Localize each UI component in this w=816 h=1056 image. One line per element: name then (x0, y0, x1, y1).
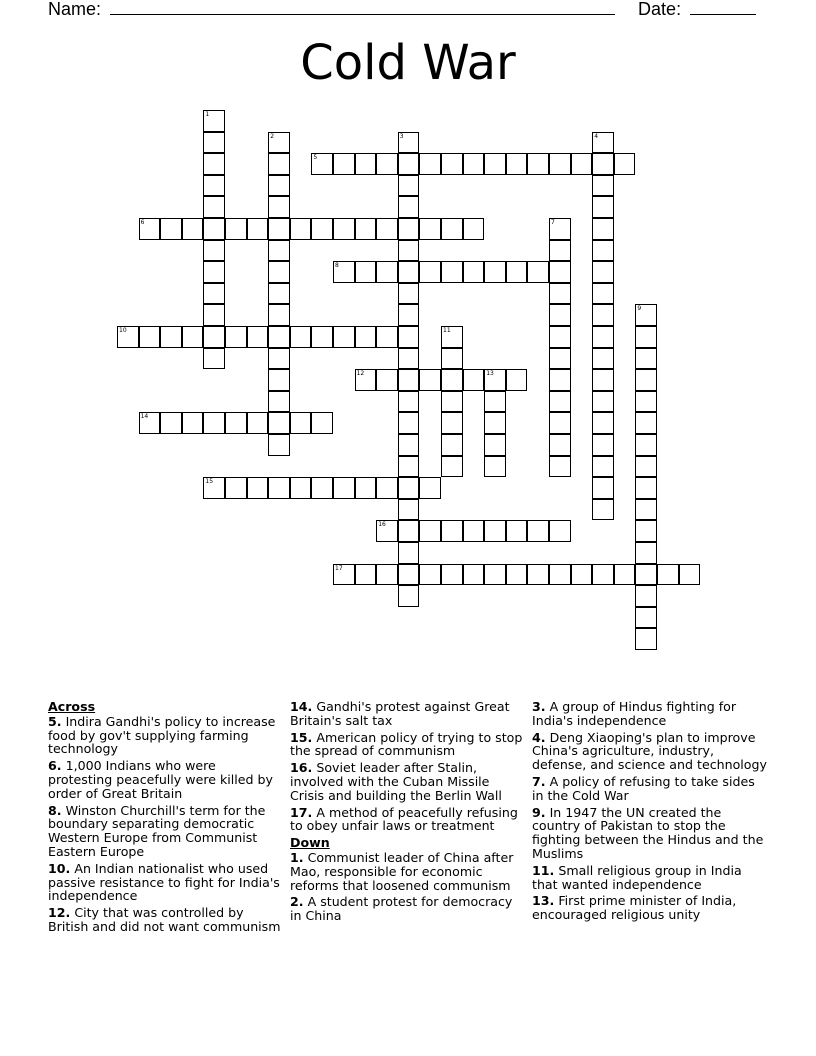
grid-cell[interactable] (441, 391, 463, 413)
grid-cell[interactable] (268, 196, 290, 218)
clue-across-14: 14. Gandhi's protest against Great Britain's salt tax (290, 699, 510, 728)
grid-cell[interactable] (549, 153, 571, 175)
grid-cell[interactable] (290, 218, 312, 240)
clue-number-12: 12 (356, 370, 365, 378)
grid-cell[interactable] (463, 564, 485, 586)
grid-cell[interactable] (355, 326, 377, 348)
grid-cell[interactable] (592, 175, 614, 197)
grid-cell[interactable] (419, 153, 441, 175)
grid-cell[interactable] (592, 391, 614, 413)
grid-cell[interactable] (268, 412, 290, 434)
clue-number-15: 15 (205, 478, 214, 486)
grid-cell[interactable] (355, 477, 377, 499)
grid-cell[interactable] (527, 261, 549, 283)
clue-across-5: 5. Indira Gandhi's policy to increase food by gov't supplying farming technology (48, 713, 276, 757)
grid-cell[interactable] (355, 218, 377, 240)
grid-cell[interactable] (398, 434, 420, 456)
grid-cell[interactable] (506, 369, 528, 391)
clue-number-7: 7 (551, 219, 555, 226)
grid-cell[interactable] (592, 153, 614, 175)
grid-cell[interactable] (247, 326, 269, 348)
grid-cell[interactable] (441, 412, 463, 434)
clue-column-3 (532, 700, 770, 925)
grid-cell[interactable] (592, 477, 614, 499)
grid-cell[interactable] (290, 326, 312, 348)
grid-cell[interactable] (549, 434, 571, 456)
grid-cell[interactable] (441, 348, 463, 370)
grid-cell[interactable] (203, 412, 225, 434)
clue-number-1: 1 (205, 111, 210, 118)
grid-cell[interactable] (376, 218, 398, 240)
grid-cell[interactable] (182, 412, 204, 434)
grid-cell[interactable] (268, 218, 290, 240)
grid-cell[interactable] (398, 240, 420, 262)
grid-cell[interactable] (398, 283, 420, 305)
grid-cell[interactable] (592, 304, 614, 326)
grid-cell[interactable] (484, 564, 506, 586)
clue-number-11: 11 (443, 327, 451, 334)
grid-cell[interactable] (614, 153, 636, 175)
grid-cell[interactable] (398, 348, 420, 370)
grid-cell[interactable] (419, 218, 441, 240)
grid-cell[interactable] (527, 520, 549, 542)
grid-cell[interactable] (549, 261, 571, 283)
grid-cell[interactable] (592, 564, 614, 586)
grid-cell[interactable] (203, 175, 225, 197)
grid-cell[interactable] (398, 175, 420, 197)
grid-cell[interactable] (527, 564, 549, 586)
grid-cell[interactable] (290, 477, 312, 499)
grid-cell[interactable] (225, 218, 247, 240)
clue-number-17: 17 (335, 564, 343, 572)
grid-cell[interactable] (635, 348, 657, 370)
grid-cell[interactable] (635, 369, 657, 391)
grid-cell[interactable] (398, 153, 420, 175)
grid-cell[interactable] (441, 434, 463, 456)
grid-cell[interactable] (592, 218, 614, 240)
grid-cell[interactable] (614, 564, 636, 586)
grid-cell[interactable] (571, 153, 593, 175)
grid-cell[interactable] (247, 412, 269, 434)
grid-cell[interactable] (463, 218, 485, 240)
grid-cell[interactable] (549, 369, 571, 391)
clue-number-13: 13 (486, 370, 494, 378)
grid-cell[interactable] (592, 348, 614, 370)
grid-cell[interactable] (333, 153, 355, 175)
clue-down-11: 11. Small religious group in India that wanted independence (532, 862, 742, 892)
grid-cell[interactable] (398, 564, 420, 586)
across-heading: Across (48, 699, 96, 714)
grid-cell[interactable] (635, 542, 657, 564)
grid-cell[interactable] (549, 564, 571, 586)
grid-cell[interactable] (635, 564, 657, 586)
clue-number-2: 2 (270, 132, 275, 140)
grid-cell[interactable] (419, 477, 441, 499)
grid-cell[interactable] (203, 218, 225, 240)
grid-cell[interactable] (311, 477, 333, 499)
name-label: Name: (48, 0, 102, 19)
grid-cell[interactable] (441, 369, 463, 391)
clue-number-10: 10 (119, 327, 127, 334)
grid-cell[interactable] (549, 304, 571, 326)
grid-cell[interactable] (225, 477, 247, 499)
grid-cell[interactable] (441, 520, 463, 542)
grid-cell[interactable] (419, 261, 441, 283)
grid-cell[interactable] (182, 326, 204, 348)
grid-cell[interactable] (635, 456, 657, 478)
grid-cell[interactable] (398, 412, 420, 434)
grid-cell[interactable] (463, 261, 485, 283)
grid-cell[interactable] (268, 261, 290, 283)
grid-cell[interactable] (419, 564, 441, 586)
grid-cell[interactable] (592, 261, 614, 283)
clue-column-2 (290, 700, 525, 926)
grid-cell[interactable] (203, 153, 225, 175)
grid-cell[interactable] (635, 326, 657, 348)
grid-cell[interactable] (506, 564, 528, 586)
grid-cell[interactable] (247, 477, 269, 499)
grid-cell[interactable] (398, 326, 420, 348)
clue-number-14: 14 (140, 413, 149, 421)
grid-cell[interactable] (333, 218, 355, 240)
grid-cell[interactable] (160, 218, 182, 240)
clue-down-3: 3. A group of Hindus fighting for India's independence (532, 699, 737, 728)
grid-cell[interactable] (376, 326, 398, 348)
grid-cell[interactable] (592, 326, 614, 348)
clue-number-6: 6 (140, 219, 145, 226)
grid-cell[interactable] (398, 456, 420, 478)
grid-cell[interactable] (268, 477, 290, 499)
grid-cell[interactable] (571, 564, 593, 586)
grid-cell[interactable] (549, 283, 571, 305)
clue-down-9: 9. In 1947 the UN created the country of Pakistan to stop the fighting between the Hindus and the Muslims (532, 804, 764, 861)
grid-cell[interactable] (592, 369, 614, 391)
grid-cell[interactable] (333, 477, 355, 499)
grid-cell[interactable] (290, 412, 312, 434)
grid-cell[interactable] (441, 218, 463, 240)
grid-cell[interactable] (463, 520, 485, 542)
grid-cell[interactable] (635, 477, 657, 499)
grid-cell[interactable] (398, 391, 420, 413)
clue-across-10: 10. An Indian nationalist who used passive resistance to fight for India's independence (48, 860, 280, 904)
grid-cell[interactable] (635, 607, 657, 629)
page-title: Cold War (300, 35, 516, 91)
grid-cell[interactable] (592, 240, 614, 262)
grid-cell[interactable] (398, 369, 420, 391)
grid-cell[interactable] (203, 304, 225, 326)
grid-cell[interactable] (376, 369, 398, 391)
grid-cell[interactable] (635, 585, 657, 607)
grid-cell[interactable] (268, 283, 290, 305)
grid-cell[interactable] (549, 456, 571, 478)
clue-across-6: 6. 1,000 Indians who were protesting peacefully were killed by order of Great Britain (48, 758, 273, 801)
grid-cell[interactable] (398, 499, 420, 521)
grid-cell[interactable] (549, 520, 571, 542)
grid-cell[interactable] (592, 283, 614, 305)
grid-cell[interactable] (549, 348, 571, 370)
grid-cell[interactable] (635, 391, 657, 413)
grid-cell[interactable] (549, 391, 571, 413)
grid-cell[interactable] (139, 326, 161, 348)
clue-number-5: 5 (313, 154, 318, 162)
clue-across-15: 15. American policy of trying to stop the spread of communism (290, 729, 523, 759)
clue-number-9: 9 (637, 305, 642, 313)
clue-number-16: 16 (378, 521, 386, 529)
grid-cell[interactable] (635, 628, 657, 650)
grid-cell[interactable] (398, 542, 420, 564)
grid-cell[interactable] (441, 261, 463, 283)
grid-cell[interactable] (203, 261, 225, 283)
grid-cell[interactable] (592, 499, 614, 521)
grid-cell[interactable] (441, 564, 463, 586)
grid-cell[interactable] (484, 153, 506, 175)
grid-cell[interactable] (182, 218, 204, 240)
grid-cell[interactable] (484, 412, 506, 434)
grid-cell[interactable] (203, 283, 225, 305)
clue-across-16: 16. Soviet leader after Stalin, involved with the Cuban Missile Crisis and building the Berlin Wall (290, 760, 502, 803)
grid-cell[interactable] (635, 499, 657, 521)
grid-cell[interactable] (592, 196, 614, 218)
grid-cell[interactable] (355, 153, 377, 175)
grid-cell[interactable] (311, 412, 333, 434)
grid-cell[interactable] (463, 153, 485, 175)
grid-cell[interactable] (419, 369, 441, 391)
grid-cell[interactable] (506, 153, 528, 175)
grid-cell[interactable] (398, 218, 420, 240)
grid-cell[interactable] (376, 261, 398, 283)
grid-cell[interactable] (376, 477, 398, 499)
grid-cell[interactable] (398, 304, 420, 326)
grid-cell[interactable] (376, 564, 398, 586)
grid-cell[interactable] (506, 520, 528, 542)
grid-cell[interactable] (376, 153, 398, 175)
grid-cell[interactable] (355, 261, 377, 283)
grid-cell[interactable] (333, 326, 355, 348)
grid-cell[interactable] (268, 348, 290, 370)
grid-cell[interactable] (441, 153, 463, 175)
grid-cell[interactable] (268, 434, 290, 456)
grid-cell[interactable] (441, 456, 463, 478)
grid-cell[interactable] (203, 240, 225, 262)
date-label: Date: (638, 0, 682, 19)
grid-cell[interactable] (160, 412, 182, 434)
grid-cell[interactable] (268, 326, 290, 348)
grid-cell[interactable] (484, 520, 506, 542)
clue-down-1: 1. Communist leader of China after Mao, responsible for economic reforms that loosened communism (290, 849, 514, 893)
clue-across-17: 17. A method of peacefully refusing to obey unfair laws or treatment (290, 804, 518, 834)
grid-cell[interactable] (463, 369, 485, 391)
grid-cell[interactable] (311, 326, 333, 348)
clue-down-7: 7. A policy of refusing to take sides in the Cold War (532, 773, 755, 803)
grid-cell[interactable] (268, 369, 290, 391)
grid-cell[interactable] (657, 564, 679, 586)
grid-cell[interactable] (527, 153, 549, 175)
grid-cell[interactable] (398, 585, 420, 607)
grid-cell[interactable] (592, 412, 614, 434)
grid-cell[interactable] (549, 240, 571, 262)
grid-cell[interactable] (203, 132, 225, 154)
grid-cell[interactable] (203, 196, 225, 218)
grid-cell[interactable] (398, 477, 420, 499)
grid-cell[interactable] (268, 175, 290, 197)
grid-cell[interactable] (419, 520, 441, 542)
grid-cell[interactable] (679, 564, 701, 586)
grid-cell[interactable] (635, 520, 657, 542)
grid-cell[interactable] (592, 434, 614, 456)
grid-cell[interactable] (484, 456, 506, 478)
grid-cell[interactable] (311, 218, 333, 240)
clue-down-2: 2. A student protest for democracy in China (290, 894, 513, 924)
grid-cell[interactable] (203, 326, 225, 348)
grid-cell[interactable] (398, 196, 420, 218)
grid-cell[interactable] (268, 304, 290, 326)
grid-cell[interactable] (225, 412, 247, 434)
grid-cell[interactable] (268, 240, 290, 262)
grid-cell[interactable] (592, 456, 614, 478)
grid-cell[interactable] (484, 391, 506, 413)
grid-cell[interactable] (160, 326, 182, 348)
grid-cell[interactable] (398, 520, 420, 542)
grid-cell[interactable] (635, 412, 657, 434)
grid-cell[interactable] (268, 391, 290, 413)
down-heading: Down (290, 835, 330, 851)
clue-column-1 (48, 700, 283, 937)
clue-across-12: 12. City that was controlled by British and did not want communism (48, 905, 281, 934)
grid-cell[interactable] (549, 412, 571, 434)
grid-cell[interactable] (549, 326, 571, 348)
clue-down-4: 4. Deng Xiaoping's plan to improve China's agriculture, industry, defense, and science and technology (532, 729, 767, 773)
grid-cell[interactable] (268, 153, 290, 175)
grid-cell[interactable] (484, 261, 506, 283)
grid-cell[interactable] (398, 261, 420, 283)
grid-cell[interactable] (506, 261, 528, 283)
clue-number-3: 3 (399, 132, 404, 140)
clue-across-8: 8. Winston Churchill's term for the boundary separating democratic Western Europe from Communist Eastern Europe (48, 802, 266, 859)
clue-number-8: 8 (335, 262, 339, 270)
grid-cell[interactable] (203, 348, 225, 370)
clue-down-13: 13. First prime minister of India, encouraged religious unity (532, 893, 737, 923)
grid-cell[interactable] (355, 564, 377, 586)
clue-number-4: 4 (594, 132, 599, 140)
grid-cell[interactable] (225, 326, 247, 348)
grid-cell[interactable] (247, 218, 269, 240)
grid-cell[interactable] (484, 434, 506, 456)
grid-cell[interactable] (635, 434, 657, 456)
